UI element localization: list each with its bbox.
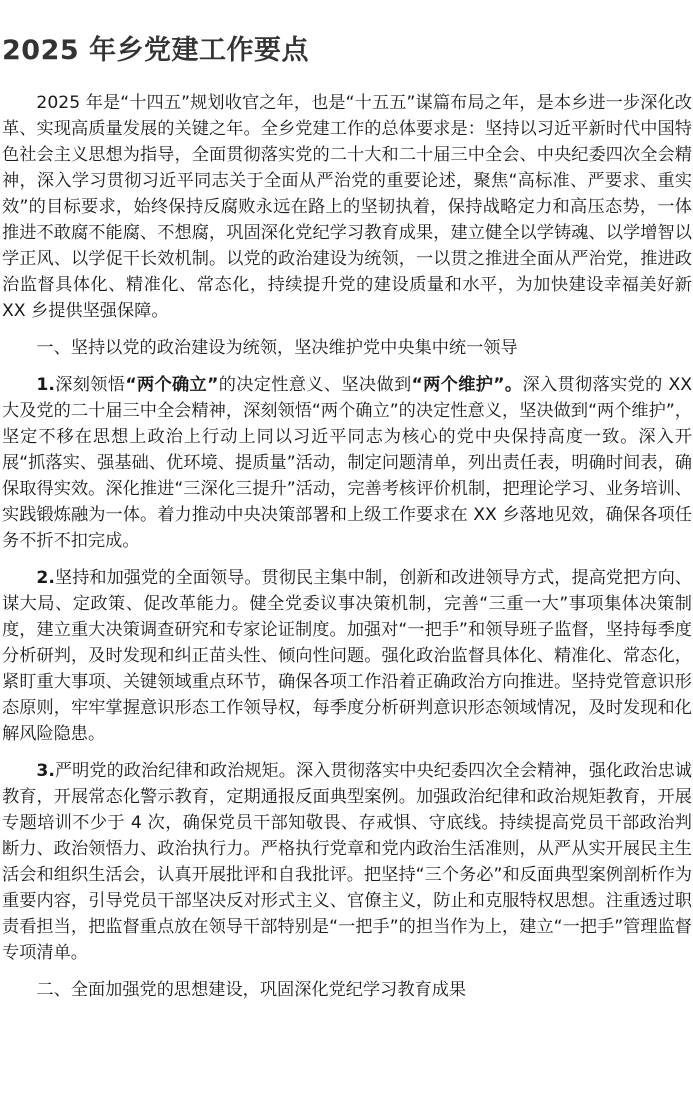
item-number-1: 1.: [36, 375, 55, 395]
item-text-2: 坚持和加强党的全面领导。贯彻民主集中制，创新和改进领导方式，提高党把方向、谋大局、定政策、促改革能力。健全党委议事决策机制，完善“三重一大”事项集体决策制度，建立重大决策调查研究和专家论证制度。加强对“一把手”和领导班子监督，坚持每季度分析研判，及时发现和纠正苗头性、倾向性问题。强化政治监督具体化、精准化、常态化，紧盯重大事项、关键领域重点环节，确保各项工作沿着正确政治方向推进。坚持党管意识形态原则，牢牢掌握意识形态工作领导权，每季度分析研判意识形态领域情况，及时发现和化解风险隐患。: [2, 568, 692, 744]
document-body: [2, 90, 692, 1014]
item-paragraph-2: [2, 565, 692, 747]
item-lead-1a: 深刻领悟: [54, 375, 126, 395]
item-paragraph-3: [2, 758, 692, 966]
section-heading-1: 一、坚持以党的政治建设为统领，坚决维护党中央集中统一领导: [36, 338, 518, 358]
item-text-3: 严明党的政治纪律和政治规矩。深入贯彻落实中央纪委四次全会精神，强化政治忠诚教育，开展常态化警示教育，定期通报反面典型案例。加强政治纪律和政治规矩教育，开展专题培训不少于 4 次，确保党员干部知敬畏、存戒惧、守底线。持续提高党员干部政治判断力、政治领悟力、政治执行力。严格执行党章和党内政治生活准则，从严从实开展民主生活会和组织生活会，认真开展批评和自我批评。把坚持“三个务必”和反面典型案例剖析作为重要内容，引导党员干部坚决反对形式主义、官僚主义，防止和克服特权思想。注重透过职责看担当，把监督重点放在领导干部特别是“一把手”的担当作为上，建立“一把手”管理监督专项清单。: [2, 761, 692, 963]
item-lead-1c: 的决定性意义、坚决做到: [218, 375, 412, 395]
intro-paragraph: 2025 年是“十四五”规划收官之年，也是“十五五”谋篇布局之年，是本乡进一步深化改革、实现高质量发展的关键之年。全乡党建工作的总体要求是：坚持以习近平新时代中国特色社会主义思想为指导，全面贯彻落实党的二十大和二十届三中全会、中央纪委四次全会精神，深入学习贯彻习近平同志关于全面从严治党的重要论述，聚焦“高标准、严要求、重实效”的目标要求，始终保持反腐败永远在路上的坚韧执着，保持战略定力和高压态势，一体推进不敢腐不能腐、不想腐，巩固深化党纪学习教育成果，建立健全以学铸魂、以学增智以学正风、以学促干长效机制。以党的政治建设为统领，一以贯之推进全面从严治党，推进政治监督具体化、精准化、常态化，持续提升党的建设质量和水平，为加快建设幸福美好新 XX 乡提供坚强保障。: [2, 93, 692, 321]
document-title: 2025 年乡党建工作要点: [2, 35, 310, 66]
item-number-3: 3.: [36, 761, 55, 781]
item-lead-1d: “两个维护”: [411, 375, 505, 395]
item-lead-1b: “两个确立”: [125, 375, 219, 395]
item-lead-1e: 。: [504, 375, 523, 395]
section-heading-2: 二、全面加强党的思想建设，巩固深化党纪学习教育成果: [36, 980, 467, 1000]
item-number-2: 2.: [36, 568, 55, 588]
item-paragraph-1: [2, 372, 692, 554]
item-text-1: 深入贯彻落实党的 XX 大及党的二十届三中全会精神，深刻领悟“两个确立”的决定性意义，坚决做到“两个维护”，坚定不移在思想上政治上行动上同以习近平同志为核心的党中央保持高度一致。深入开展“抓落实、强基础、优环境、提质量”活动，制定问题清单，列出责任表，明确时间表，确保取得实效。深化推进“三深化三提升”活动，完善考核评价机制，把理论学习、业务培训、实践锻炼融为一体。着力推动中央决策部署和上级工作要求在 XX 乡落地见效，确保各项任务不折不扣完成。: [2, 375, 692, 551]
